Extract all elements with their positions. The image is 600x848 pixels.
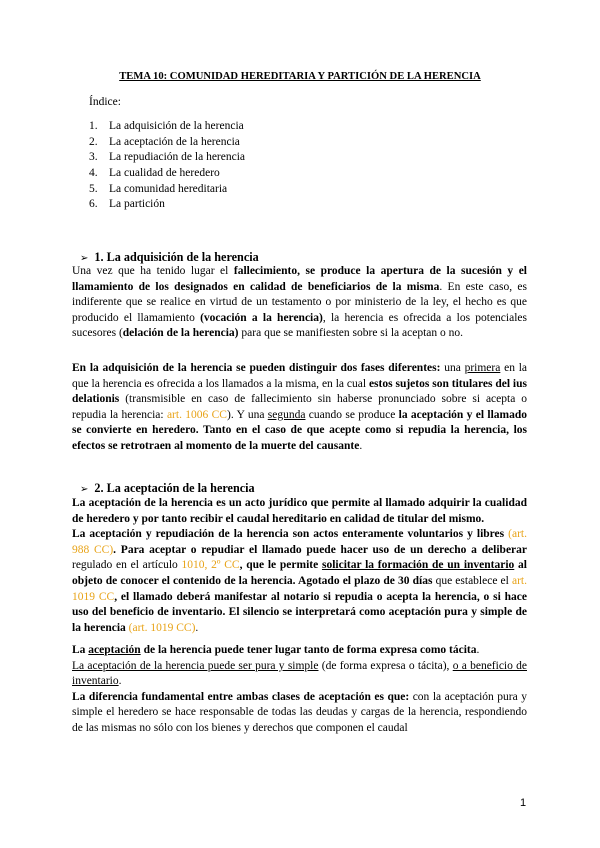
paragraph: En la adquisición de la herencia se pueden distinguir dos fases diferentes: una primera en la que la herencia es ofrecida a los llamados a la misma, en la cual estos sujetos son titulares del ius delationis (transmisible en caso de fallecimiento sin haberse pronunciado sobre si acepta o repudia la herencia: art. 1006 CC). Y una segunda cuando se produce la aceptación y el llamado se convierte en heredero. Tanto en el caso de que acepte como si repudia la herencia, los efectos se retrotraen al momento de la muerte del causante. xyxy=(72,362,528,452)
paragraph: La aceptación de la herencia puede tener lugar tanto de forma expresa como tácita. xyxy=(72,644,480,656)
paragraph: La aceptación y repudiación de la herencia son actos enteramente voluntarios y libres (art. 988 CC). Para aceptar o repudiar el llamado puede hacer uso de un derecho a deliberar regulado en el artículo 1010, 2º CC, que le permite solicitar la formación de un inventario al objeto de conocer el contenido de la herencia. Agotado el plazo de 30 días que establece el art. 1019 CC, el llamado deberá manifestar al notario si repudia o acepta la herencia, o si hace uso del beneficio de inventario. El silencio se interpretará como aceptación pura y simple de la herencia (art. 1019 CC). xyxy=(72,528,528,634)
toc-item: 3. La repudiación de la herencia xyxy=(89,151,246,164)
document-title: TEMA 10: COMUNIDAD HEREDITARIA Y PARTICIÓN DE LA HERENCIA xyxy=(119,71,481,82)
article-reference: (art. 1019 CC) xyxy=(125,621,196,634)
article-reference: (art. 988 CC) xyxy=(72,528,527,556)
section-2-body xyxy=(72,496,527,636)
paragraph: La aceptación de la herencia puede ser pura y simple (de forma expresa o tácita), o a beneficio de inventario. xyxy=(72,659,527,688)
section-2-body-2 xyxy=(72,643,527,737)
paragraph: La aceptación de la herencia es un acto jurídico que permite al llamado adquirir la cualidad de heredero y por tanto recibir el caudal hereditario en calidad de titular del mismo. xyxy=(72,497,527,525)
article-reference: art. 1006 CC xyxy=(166,408,227,421)
paragraph: Una vez que ha tenido lugar el fallecimiento, se produce la apertura de la sucesión y el llamamiento de los designados en calidad de beneficiarios de la misma. En este caso, es indiferente que se realice en virtud de un testamento o por ministerio de la ley, el hecho es que producido el llamamiento (vocación a la herencia), la herencia es ofrecida a los potenciales sucesores (delación de la herencia) para que se manifiesten sobre si la aceptan o no. xyxy=(72,265,528,340)
page-number: 1 xyxy=(520,797,527,809)
arrow-bullet-icon: ➢ xyxy=(80,484,89,495)
article-reference: art. 1019 CC xyxy=(72,574,527,603)
toc-item: 2. La aceptación de la herencia xyxy=(89,135,240,148)
section-heading-adquisicion: ➢ 1. La adquisición de la herencia xyxy=(80,250,259,264)
index-label: Índice: xyxy=(89,96,121,108)
toc-item: 5. La comunidad hereditaria xyxy=(89,182,228,195)
section-1-body xyxy=(72,264,527,342)
toc-item: 1. La adquisición de la herencia xyxy=(89,120,244,132)
article-reference: 1010, 2º CC xyxy=(181,559,240,572)
toc-item: 6. La partición xyxy=(89,198,165,211)
section-1-body-2 xyxy=(72,361,527,455)
section-heading-aceptacion: ➢ 2. La aceptación de la herencia xyxy=(80,481,255,495)
table-of-contents xyxy=(89,119,245,213)
paragraph: La diferencia fundamental entre ambas clases de aceptación es que: con la aceptación pura y simple el heredero se hace responsable de todas las deudas y cargas de la herencia, respondiendo de las mismas no sólo con los bienes y derechos que componen el caudal xyxy=(72,690,527,734)
toc-item: 4. La cualidad de heredero xyxy=(89,167,220,180)
arrow-bullet-icon: ➢ xyxy=(80,253,89,264)
